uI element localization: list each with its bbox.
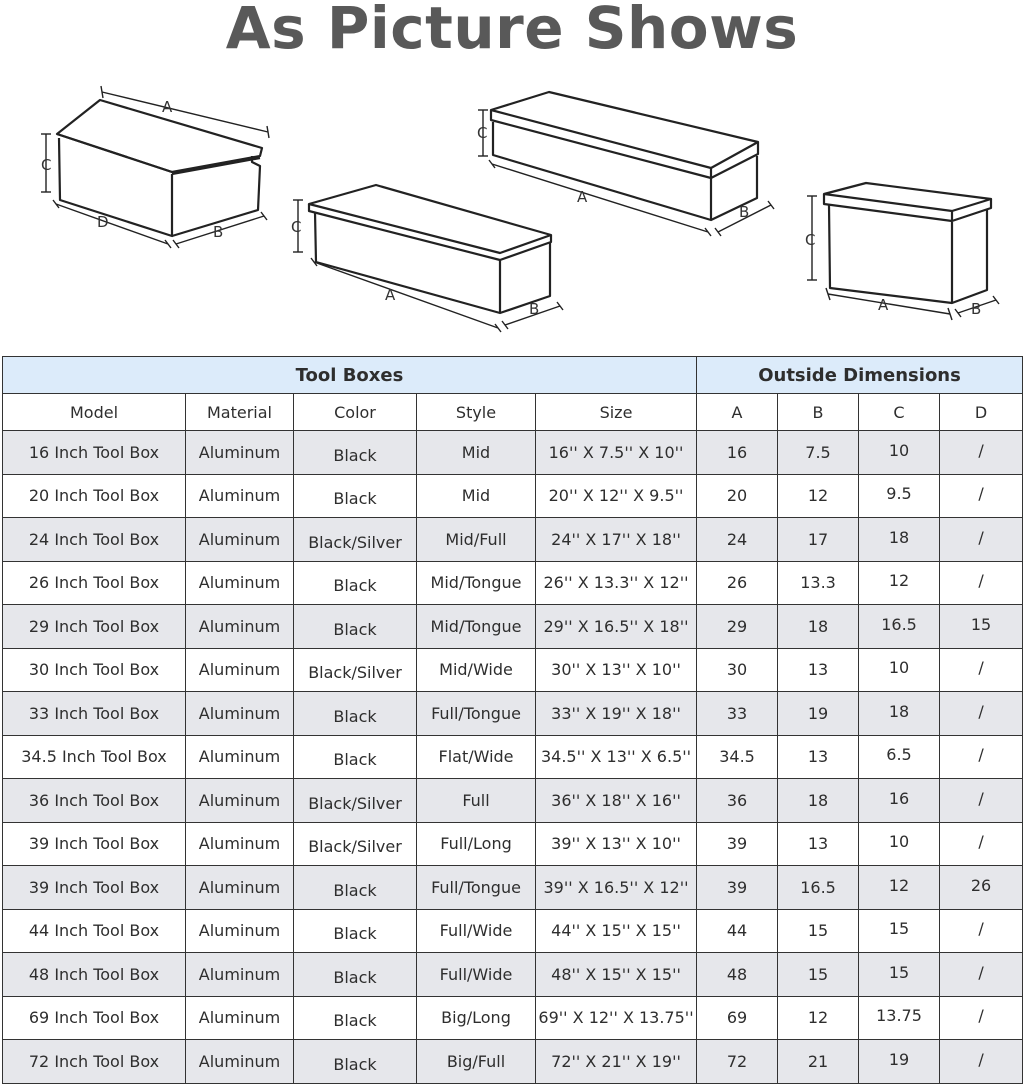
table-cell: Big/Full (417, 1040, 536, 1084)
table-cell: / (940, 692, 1023, 736)
table-cell: 12 (778, 474, 859, 518)
table-row (3, 866, 1023, 910)
table-cell: 15 (778, 909, 859, 953)
column-header: Model (3, 394, 186, 431)
table-cell: 44 (697, 909, 778, 953)
table-cell: 34.5 (697, 735, 778, 779)
table-cell: 20'' X 12'' X 9.5'' (536, 474, 697, 518)
table-cell: / (940, 1040, 1023, 1084)
table-cell: 20 (697, 474, 778, 518)
table-cell: Aluminum (186, 953, 294, 997)
table-cell: 24'' X 17'' X 18'' (536, 518, 697, 562)
table-cell: Aluminum (186, 518, 294, 562)
table-cell: 16 (697, 431, 778, 475)
table-cell: Full (417, 779, 536, 823)
table-cell: Full/Tongue (417, 692, 536, 736)
table-cell: Full/Wide (417, 909, 536, 953)
table-cell: 36 Inch Tool Box (3, 779, 186, 823)
table-cell: 39 Inch Tool Box (3, 822, 186, 866)
table-cell: Mid (417, 474, 536, 518)
table-row (3, 953, 1023, 997)
table-cell: 15 (859, 909, 940, 953)
table-cell: / (940, 561, 1023, 605)
table-cell: 12 (859, 866, 940, 910)
dim-label-b: B (971, 300, 982, 318)
table-cell: Aluminum (186, 1040, 294, 1084)
table-cell: 30'' X 13'' X 10'' (536, 648, 697, 692)
spec-table (2, 356, 1023, 1084)
table-cell: 13.75 (859, 996, 940, 1040)
table-cell: Flat/Wide (417, 735, 536, 779)
dim-label-c: C (291, 218, 302, 236)
column-header: A (697, 394, 778, 431)
table-cell: / (940, 648, 1023, 692)
column-header: Color (294, 394, 417, 431)
dim-label-a: A (385, 286, 396, 304)
table-cell: / (940, 779, 1023, 823)
table-cell: Black (294, 431, 417, 475)
table-row (3, 735, 1023, 779)
table-cell: 48 Inch Tool Box (3, 953, 186, 997)
table-cell: 13.3 (778, 561, 859, 605)
table-cell: Mid (417, 431, 536, 475)
table-cell: Mid/Tongue (417, 605, 536, 649)
table-cell: 13 (778, 735, 859, 779)
table-cell: Black (294, 1040, 417, 1084)
table-cell: Black (294, 953, 417, 997)
table-cell: / (940, 953, 1023, 997)
table-cell: / (940, 909, 1023, 953)
table-cell: 10 (859, 648, 940, 692)
table-cell: Aluminum (186, 909, 294, 953)
table-cell: Black (294, 996, 417, 1040)
table-cell: 10 (859, 822, 940, 866)
table-cell: 48'' X 15'' X 15'' (536, 953, 697, 997)
table-cell: Full/Long (417, 822, 536, 866)
table-cell: 16'' X 7.5'' X 10'' (536, 431, 697, 475)
table-cell: / (940, 822, 1023, 866)
table-cell: 13 (778, 648, 859, 692)
table-cell: Black (294, 605, 417, 649)
table-cell: Black/Silver (294, 822, 417, 866)
table-cell: 34.5'' X 13'' X 6.5'' (536, 735, 697, 779)
dim-label-c: C (41, 156, 52, 174)
table-cell: 12 (859, 561, 940, 605)
table-row (3, 605, 1023, 649)
dim-label-a: A (577, 188, 588, 206)
table-cell: 34.5 Inch Tool Box (3, 735, 186, 779)
column-header: Material (186, 394, 294, 431)
table-cell: Aluminum (186, 735, 294, 779)
table-cell: Aluminum (186, 648, 294, 692)
table-cell: 26 (940, 866, 1023, 910)
table-cell: 29'' X 16.5'' X 18'' (536, 605, 697, 649)
table-cell: Black (294, 474, 417, 518)
table-row (3, 518, 1023, 562)
table-cell: 16 (859, 779, 940, 823)
table-cell: 26 Inch Tool Box (3, 561, 186, 605)
dim-label-b: B (529, 300, 540, 318)
table-cell: 39'' X 13'' X 10'' (536, 822, 697, 866)
toolbox-diagrams (0, 70, 1024, 350)
table-cell: 30 (697, 648, 778, 692)
table-cell: 39'' X 16.5'' X 12'' (536, 866, 697, 910)
table-cell: / (940, 431, 1023, 475)
table-cell: Black (294, 735, 417, 779)
table-cell: 12 (778, 996, 859, 1040)
table-cell: Aluminum (186, 474, 294, 518)
table-cell: 18 (778, 779, 859, 823)
table-cell: 24 (697, 518, 778, 562)
table-cell: 33'' X 19'' X 18'' (536, 692, 697, 736)
table-cell: Aluminum (186, 822, 294, 866)
table-cell: Black/Silver (294, 779, 417, 823)
table-cell: Big/Long (417, 996, 536, 1040)
table-cell: Aluminum (186, 431, 294, 475)
table-cell: 19 (859, 1040, 940, 1084)
table-cell: 72 (697, 1040, 778, 1084)
table-row (3, 822, 1023, 866)
table-row (3, 996, 1023, 1040)
table-cell: Mid/Full (417, 518, 536, 562)
table-cell: / (940, 518, 1023, 562)
table-cell: / (940, 996, 1023, 1040)
dim-label-d: D (97, 213, 109, 231)
dim-label-b: B (213, 223, 224, 241)
table-cell: 39 (697, 866, 778, 910)
dim-label-b: B (739, 203, 750, 221)
table-cell: 18 (778, 605, 859, 649)
table-cell: 16.5 (778, 866, 859, 910)
table-cell: Mid/Tongue (417, 561, 536, 605)
table-cell: 36 (697, 779, 778, 823)
column-header: Style (417, 394, 536, 431)
table-row (3, 648, 1023, 692)
table-cell: / (940, 735, 1023, 779)
table-cell: Aluminum (186, 692, 294, 736)
table-cell: 69 (697, 996, 778, 1040)
dim-label-c: C (805, 231, 816, 249)
table-cell: 18 (859, 692, 940, 736)
table-cell: 9.5 (859, 474, 940, 518)
table-cell: Aluminum (186, 866, 294, 910)
table-cell: Aluminum (186, 779, 294, 823)
table-cell: 7.5 (778, 431, 859, 475)
table-cell: 20 Inch Tool Box (3, 474, 186, 518)
table-row (3, 692, 1023, 736)
table-cell: 15 (940, 605, 1023, 649)
table-cell: 39 (697, 822, 778, 866)
table-cell: 39 Inch Tool Box (3, 866, 186, 910)
table-cell: 24 Inch Tool Box (3, 518, 186, 562)
table-cell: 29 Inch Tool Box (3, 605, 186, 649)
page-title: As Picture Shows (225, 0, 799, 62)
table-row (3, 779, 1023, 823)
column-header: C (859, 394, 940, 431)
table-cell: 18 (859, 518, 940, 562)
table-cell: 17 (778, 518, 859, 562)
dim-label-a: A (162, 98, 173, 116)
toolbox-diagram-chest-long (491, 92, 758, 220)
column-header: D (940, 394, 1023, 431)
table-cell: Black (294, 692, 417, 736)
table-cell: 21 (778, 1040, 859, 1084)
table-cell: 69 Inch Tool Box (3, 996, 186, 1040)
table-cell: 33 (697, 692, 778, 736)
table-cell: Black/Silver (294, 518, 417, 562)
column-header-row (3, 394, 1023, 431)
table-cell: Aluminum (186, 605, 294, 649)
table-cell: 30 Inch Tool Box (3, 648, 186, 692)
table-cell: 44 Inch Tool Box (3, 909, 186, 953)
group-header-tool-boxes: Tool Boxes (3, 357, 697, 394)
table-cell: Full/Tongue (417, 866, 536, 910)
table-row (3, 909, 1023, 953)
table-row (3, 561, 1023, 605)
table-row (3, 431, 1023, 475)
table-row (3, 474, 1023, 518)
table-cell: Black (294, 561, 417, 605)
group-header-outside-dimensions: Outside Dimensions (697, 357, 1023, 394)
table-cell: 16.5 (859, 605, 940, 649)
dim-label-c: C (477, 124, 488, 142)
table-cell: Black (294, 909, 417, 953)
table-cell: Aluminum (186, 561, 294, 605)
table-cell: Aluminum (186, 996, 294, 1040)
table-cell: 44'' X 15'' X 15'' (536, 909, 697, 953)
column-header: Size (536, 394, 697, 431)
spec-table-body (3, 394, 1023, 1084)
table-cell: 10 (859, 431, 940, 475)
table-cell: 6.5 (859, 735, 940, 779)
column-header: B (778, 394, 859, 431)
table-cell: 48 (697, 953, 778, 997)
table-cell: Full/Wide (417, 953, 536, 997)
table-cell: 26'' X 13.3'' X 12'' (536, 561, 697, 605)
toolbox-diagram-chest-mid (309, 185, 551, 313)
table-cell: 72'' X 21'' X 19'' (536, 1040, 697, 1084)
table-cell: 15 (859, 953, 940, 997)
table-cell: 13 (778, 822, 859, 866)
dim-label-a: A (878, 296, 889, 314)
toolbox-diagram-chest-square (824, 183, 991, 303)
table-cell: 36'' X 18'' X 16'' (536, 779, 697, 823)
table-row (3, 1040, 1023, 1084)
table-cell: Mid/Wide (417, 648, 536, 692)
table-cell: Black (294, 866, 417, 910)
table-cell: 15 (778, 953, 859, 997)
table-cell: / (940, 474, 1023, 518)
table-cell: 29 (697, 605, 778, 649)
table-cell: 26 (697, 561, 778, 605)
table-cell: 72 Inch Tool Box (3, 1040, 186, 1084)
table-cell: 33 Inch Tool Box (3, 692, 186, 736)
table-cell: 69'' X 12'' X 13.75'' (536, 996, 697, 1040)
table-cell: 16 Inch Tool Box (3, 431, 186, 475)
table-cell: 19 (778, 692, 859, 736)
table-cell: Black/Silver (294, 648, 417, 692)
